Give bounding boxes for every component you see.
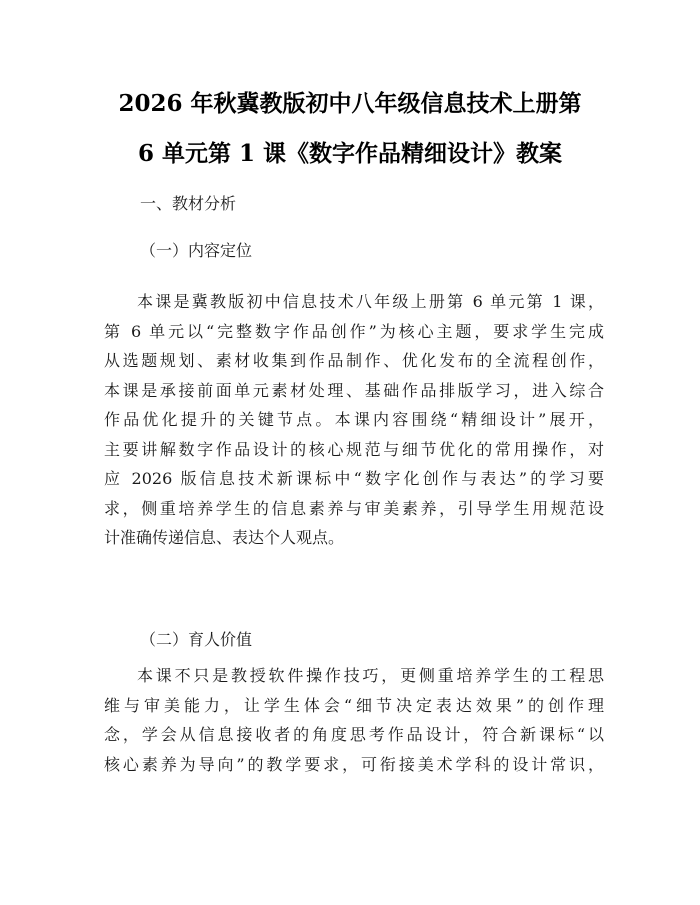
paragraph-line: 作品优化提升的关键节点。本课内容围绕“精细设计”展开，: [104, 410, 604, 429]
paragraph-line: 求，侧重培养学生的信息素养与审美素养，引导学生用规范设: [104, 498, 604, 518]
paragraph-line: 主要讲解数字作品设计的核心规范与细节优化的常用操作，对: [104, 439, 604, 459]
paragraph-educational-value: [104, 661, 604, 779]
document-title-line-1: 2026 年秋冀教版初中八年级信息技术上册第: [118, 90, 582, 117]
paragraph-line: 念，学会从信息接收者的角度思考作品设计，符合新课标“以: [104, 725, 604, 744]
paragraph-line: 应 2026 版信息技术新课标中“数字化创作与表达”的学习要: [104, 469, 604, 488]
subsection-heading-educational-value: （二）育人价值: [140, 630, 253, 649]
paragraph-line: 本课是承接前面单元素材处理、基础作品排版学习，进入综合: [104, 380, 604, 400]
paragraph-line: 从选题规划、素材收集到作品制作、优化发布的全流程创作，: [104, 351, 604, 370]
paragraph-line: 计准确传递信息、表达个人观点。: [104, 528, 345, 547]
paragraph-line: 本课不只是教授软件操作技巧，更侧重培养学生的工程思: [137, 666, 604, 685]
paragraph-line: 本课是冀教版初中信息技术八年级上册第 6 单元第 1 课，: [137, 292, 604, 311]
section-heading-textbook-analysis: 一、教材分析: [140, 194, 237, 213]
paragraph-line: 维与审美能力，让学生体会“细节决定表达效果”的创作理: [104, 695, 604, 715]
paragraph-line: 第 6 单元以“完整数字作品创作”为核心主题，要求学生完成: [104, 321, 604, 341]
paragraph-line: 核心素养为导向”的教学要求，可衔接美术学科的设计常识，: [104, 754, 604, 774]
subsection-heading-content-positioning: （一）内容定位: [140, 241, 253, 260]
paragraph-content-positioning: [104, 287, 604, 553]
document-title-line-2: 6 单元第 1 课《数字作品精细设计》教案: [137, 140, 563, 167]
